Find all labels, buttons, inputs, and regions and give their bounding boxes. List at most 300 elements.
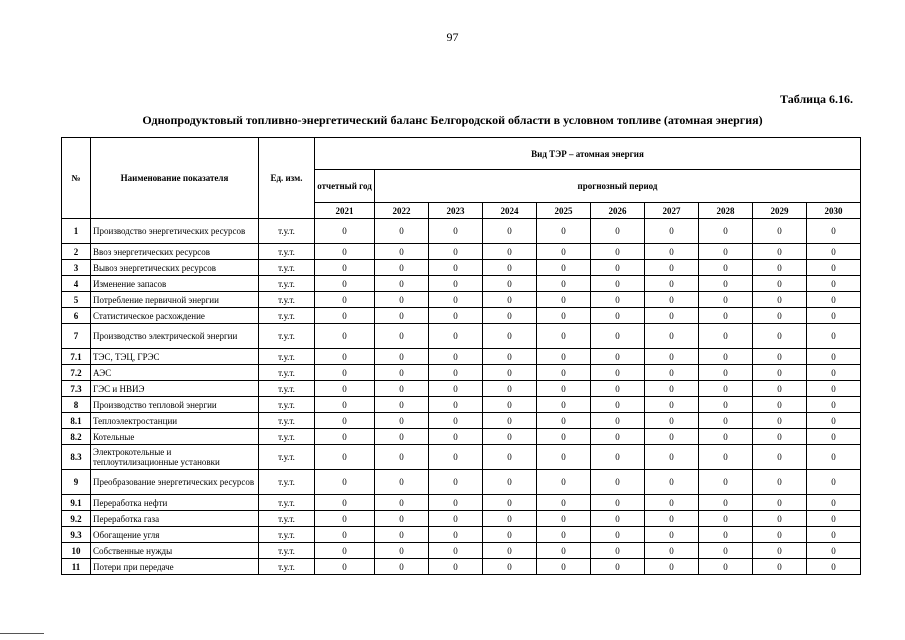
table-row: [62, 349, 861, 365]
unit-cell: т.у.т.: [259, 276, 315, 292]
value-cell: 0: [645, 527, 699, 543]
value-cell: 0: [537, 445, 591, 470]
value-cell: 0: [429, 260, 483, 276]
value-cell: 0: [753, 365, 807, 381]
value-cell: 0: [699, 292, 753, 308]
value-cell: 0: [315, 349, 375, 365]
row-number: 8: [62, 397, 91, 413]
value-cell: 0: [483, 429, 537, 445]
value-cell: 0: [591, 413, 645, 429]
value-cell: 0: [483, 495, 537, 511]
value-cell: 0: [645, 511, 699, 527]
header-year: 2027: [645, 203, 699, 219]
indicator-name: Котельные: [91, 429, 259, 445]
value-cell: 0: [315, 559, 375, 575]
value-cell: 0: [375, 349, 429, 365]
value-cell: 0: [753, 292, 807, 308]
value-cell: 0: [807, 527, 861, 543]
value-cell: 0: [375, 244, 429, 260]
value-cell: 0: [429, 308, 483, 324]
header-year: 2028: [699, 203, 753, 219]
value-cell: 0: [753, 244, 807, 260]
value-cell: 0: [315, 543, 375, 559]
value-cell: 0: [591, 244, 645, 260]
value-cell: 0: [645, 495, 699, 511]
value-cell: 0: [315, 495, 375, 511]
value-cell: 0: [315, 308, 375, 324]
table-row: [62, 527, 861, 543]
value-cell: 0: [753, 495, 807, 511]
value-cell: 0: [537, 381, 591, 397]
value-cell: 0: [483, 324, 537, 349]
unit-cell: т.у.т.: [259, 324, 315, 349]
value-cell: 0: [315, 260, 375, 276]
value-cell: 0: [315, 324, 375, 349]
value-cell: 0: [315, 429, 375, 445]
value-cell: 0: [537, 324, 591, 349]
value-cell: 0: [807, 324, 861, 349]
value-cell: 0: [429, 397, 483, 413]
value-cell: 0: [429, 381, 483, 397]
value-cell: 0: [429, 219, 483, 244]
value-cell: 0: [807, 445, 861, 470]
value-cell: 0: [645, 429, 699, 445]
footnote-divider: [0, 633, 44, 634]
row-number: 7.2: [62, 365, 91, 381]
value-cell: 0: [753, 308, 807, 324]
row-number: 7.3: [62, 381, 91, 397]
value-cell: 0: [753, 276, 807, 292]
value-cell: 0: [315, 365, 375, 381]
value-cell: 0: [699, 276, 753, 292]
unit-cell: т.у.т.: [259, 292, 315, 308]
value-cell: 0: [537, 260, 591, 276]
row-number: 9: [62, 470, 91, 495]
unit-cell: т.у.т.: [259, 559, 315, 575]
value-cell: 0: [375, 324, 429, 349]
value-cell: 0: [483, 244, 537, 260]
value-cell: 0: [483, 292, 537, 308]
value-cell: 0: [591, 397, 645, 413]
value-cell: 0: [699, 308, 753, 324]
value-cell: 0: [699, 495, 753, 511]
header-reporting-year: отчетный год: [315, 170, 375, 203]
row-number: 1: [62, 219, 91, 244]
row-number: 8.3: [62, 445, 91, 470]
indicator-name: Потребление первичной энергии: [91, 292, 259, 308]
value-cell: 0: [807, 543, 861, 559]
row-number: 6: [62, 308, 91, 324]
value-cell: 0: [375, 308, 429, 324]
value-cell: 0: [315, 511, 375, 527]
indicator-name: Вывоз энергетических ресурсов: [91, 260, 259, 276]
value-cell: 0: [645, 445, 699, 470]
indicator-name: АЭС: [91, 365, 259, 381]
indicator-name: Переработка нефти: [91, 495, 259, 511]
value-cell: 0: [699, 324, 753, 349]
header-year: 2022: [375, 203, 429, 219]
value-cell: 0: [483, 413, 537, 429]
header-number: №: [62, 138, 91, 219]
value-cell: 0: [645, 244, 699, 260]
value-cell: 0: [483, 559, 537, 575]
unit-cell: т.у.т.: [259, 543, 315, 559]
unit-cell: т.у.т.: [259, 495, 315, 511]
value-cell: 0: [429, 511, 483, 527]
header-forecast-period: прогнозный период: [375, 170, 861, 203]
value-cell: 0: [807, 511, 861, 527]
value-cell: 0: [429, 324, 483, 349]
header-unit: Ед. изм.: [259, 138, 315, 219]
value-cell: 0: [645, 413, 699, 429]
value-cell: 0: [591, 349, 645, 365]
value-cell: 0: [483, 381, 537, 397]
value-cell: 0: [591, 495, 645, 511]
value-cell: 0: [591, 276, 645, 292]
value-cell: 0: [375, 470, 429, 495]
value-cell: 0: [429, 292, 483, 308]
table-row: [62, 429, 861, 445]
value-cell: 0: [753, 413, 807, 429]
value-cell: 0: [645, 276, 699, 292]
table-row: [62, 445, 861, 470]
header-year: 2030: [807, 203, 861, 219]
value-cell: 0: [807, 349, 861, 365]
value-cell: 0: [537, 495, 591, 511]
value-cell: 0: [375, 527, 429, 543]
value-cell: 0: [807, 308, 861, 324]
value-cell: 0: [699, 219, 753, 244]
indicator-name: Производство электрической энергии: [91, 324, 259, 349]
table-row: [62, 381, 861, 397]
row-number: 7.1: [62, 349, 91, 365]
value-cell: 0: [429, 445, 483, 470]
value-cell: 0: [645, 292, 699, 308]
value-cell: 0: [645, 308, 699, 324]
value-cell: 0: [537, 559, 591, 575]
value-cell: 0: [429, 559, 483, 575]
unit-cell: т.у.т.: [259, 260, 315, 276]
value-cell: 0: [699, 413, 753, 429]
value-cell: 0: [591, 543, 645, 559]
unit-cell: т.у.т.: [259, 365, 315, 381]
value-cell: 0: [537, 365, 591, 381]
indicator-name: Преобразование энергетических ресурсов: [91, 470, 259, 495]
header-resource-type: Вид ТЭР – атомная энергия: [315, 138, 861, 170]
value-cell: 0: [375, 543, 429, 559]
value-cell: 0: [753, 381, 807, 397]
unit-cell: т.у.т.: [259, 445, 315, 470]
value-cell: 0: [645, 219, 699, 244]
value-cell: 0: [429, 276, 483, 292]
value-cell: 0: [645, 365, 699, 381]
value-cell: 0: [315, 527, 375, 543]
value-cell: 0: [807, 470, 861, 495]
value-cell: 0: [753, 397, 807, 413]
value-cell: 0: [645, 349, 699, 365]
value-cell: 0: [483, 397, 537, 413]
unit-cell: т.у.т.: [259, 429, 315, 445]
row-number: 9.1: [62, 495, 91, 511]
unit-cell: т.у.т.: [259, 308, 315, 324]
header-year: 2026: [591, 203, 645, 219]
table-row: [62, 219, 861, 244]
value-cell: 0: [315, 413, 375, 429]
value-cell: 0: [591, 365, 645, 381]
value-cell: 0: [315, 276, 375, 292]
value-cell: 0: [807, 292, 861, 308]
value-cell: 0: [753, 470, 807, 495]
indicator-name: Переработка газа: [91, 511, 259, 527]
value-cell: 0: [699, 260, 753, 276]
row-number: 8.1: [62, 413, 91, 429]
value-cell: 0: [591, 527, 645, 543]
indicator-name: Теплоэлектростанции: [91, 413, 259, 429]
unit-cell: т.у.т.: [259, 381, 315, 397]
value-cell: 0: [807, 559, 861, 575]
value-cell: 0: [537, 397, 591, 413]
value-cell: 0: [645, 324, 699, 349]
value-cell: 0: [375, 260, 429, 276]
indicator-name: Производство тепловой энергии: [91, 397, 259, 413]
header-year: 2023: [429, 203, 483, 219]
row-number: 2: [62, 244, 91, 260]
value-cell: 0: [375, 381, 429, 397]
value-cell: 0: [429, 365, 483, 381]
value-cell: 0: [315, 381, 375, 397]
value-cell: 0: [699, 445, 753, 470]
value-cell: 0: [483, 349, 537, 365]
value-cell: 0: [699, 397, 753, 413]
row-number: 9.3: [62, 527, 91, 543]
row-number: 3: [62, 260, 91, 276]
unit-cell: т.у.т.: [259, 413, 315, 429]
table-row: [62, 559, 861, 575]
table-row: [62, 397, 861, 413]
value-cell: 0: [645, 260, 699, 276]
value-cell: 0: [699, 543, 753, 559]
indicator-name: Собственные нужды: [91, 543, 259, 559]
value-cell: 0: [483, 308, 537, 324]
value-cell: 0: [537, 219, 591, 244]
value-cell: 0: [375, 292, 429, 308]
value-cell: 0: [807, 260, 861, 276]
value-cell: 0: [699, 349, 753, 365]
value-cell: 0: [375, 429, 429, 445]
row-number: 5: [62, 292, 91, 308]
row-number: 11: [62, 559, 91, 575]
unit-cell: т.у.т.: [259, 397, 315, 413]
value-cell: 0: [699, 559, 753, 575]
value-cell: 0: [591, 511, 645, 527]
indicator-name: Изменение запасов: [91, 276, 259, 292]
value-cell: 0: [645, 397, 699, 413]
value-cell: 0: [753, 559, 807, 575]
value-cell: 0: [537, 413, 591, 429]
row-number: 10: [62, 543, 91, 559]
value-cell: 0: [591, 559, 645, 575]
table-row: [62, 495, 861, 511]
row-number: 7: [62, 324, 91, 349]
value-cell: 0: [429, 527, 483, 543]
value-cell: 0: [753, 260, 807, 276]
row-number: 4: [62, 276, 91, 292]
table-row: [62, 543, 861, 559]
unit-cell: т.у.т.: [259, 244, 315, 260]
value-cell: 0: [483, 219, 537, 244]
value-cell: 0: [753, 429, 807, 445]
indicator-name: Ввоз энергетических ресурсов: [91, 244, 259, 260]
table-row: [62, 413, 861, 429]
value-cell: 0: [483, 527, 537, 543]
value-cell: 0: [807, 495, 861, 511]
value-cell: 0: [375, 495, 429, 511]
value-cell: 0: [537, 308, 591, 324]
table-row: [62, 244, 861, 260]
value-cell: 0: [753, 219, 807, 244]
value-cell: 0: [699, 429, 753, 445]
indicator-name: Потери при передаче: [91, 559, 259, 575]
page-number: 97: [446, 30, 459, 44]
value-cell: 0: [375, 219, 429, 244]
value-cell: 0: [753, 511, 807, 527]
value-cell: 0: [315, 244, 375, 260]
unit-cell: т.у.т.: [259, 511, 315, 527]
value-cell: 0: [429, 429, 483, 445]
balance-table: [61, 137, 861, 575]
unit-cell: т.у.т.: [259, 527, 315, 543]
value-cell: 0: [537, 511, 591, 527]
indicator-name: ТЭС, ТЭЦ, ГРЭС: [91, 349, 259, 365]
value-cell: 0: [699, 365, 753, 381]
value-cell: 0: [375, 559, 429, 575]
value-cell: 0: [699, 381, 753, 397]
header-indicator-name: Наименование показателя: [91, 138, 259, 219]
unit-cell: т.у.т.: [259, 349, 315, 365]
header-year: 2025: [537, 203, 591, 219]
value-cell: 0: [315, 219, 375, 244]
unit-cell: т.у.т.: [259, 470, 315, 495]
value-cell: 0: [429, 244, 483, 260]
value-cell: 0: [315, 292, 375, 308]
value-cell: 0: [483, 511, 537, 527]
table-title: Однопродуктовый топливно-энергетический баланс Белгородской области в условном топливе (атомная энергия): [142, 113, 763, 127]
value-cell: 0: [807, 381, 861, 397]
value-cell: 0: [807, 276, 861, 292]
unit-cell: т.у.т.: [259, 219, 315, 244]
value-cell: 0: [315, 470, 375, 495]
value-cell: 0: [591, 324, 645, 349]
table-row: [62, 365, 861, 381]
value-cell: 0: [645, 470, 699, 495]
value-cell: 0: [537, 349, 591, 365]
value-cell: 0: [537, 276, 591, 292]
table-body: [62, 219, 861, 575]
value-cell: 0: [483, 260, 537, 276]
value-cell: 0: [429, 470, 483, 495]
table-row: [62, 308, 861, 324]
indicator-name: ГЭС и НВИЭ: [91, 381, 259, 397]
value-cell: 0: [591, 260, 645, 276]
value-cell: 0: [591, 429, 645, 445]
value-cell: 0: [375, 413, 429, 429]
indicator-name: Электрокотельные и теплоутилизационные установки: [91, 445, 259, 470]
value-cell: 0: [375, 511, 429, 527]
value-cell: 0: [429, 543, 483, 559]
value-cell: 0: [753, 445, 807, 470]
row-number: 8.2: [62, 429, 91, 445]
value-cell: 0: [807, 397, 861, 413]
value-cell: 0: [753, 543, 807, 559]
header-year: 2024: [483, 203, 537, 219]
value-cell: 0: [483, 365, 537, 381]
value-cell: 0: [753, 349, 807, 365]
value-cell: 0: [375, 365, 429, 381]
value-cell: 0: [699, 244, 753, 260]
value-cell: 0: [483, 276, 537, 292]
value-cell: 0: [753, 527, 807, 543]
table-row: [62, 324, 861, 349]
value-cell: 0: [483, 470, 537, 495]
indicator-name: Производство энергетических ресурсов: [91, 219, 259, 244]
value-cell: 0: [699, 470, 753, 495]
value-cell: 0: [429, 349, 483, 365]
value-cell: 0: [591, 381, 645, 397]
header-year: 2029: [753, 203, 807, 219]
value-cell: 0: [645, 559, 699, 575]
value-cell: 0: [591, 219, 645, 244]
value-cell: 0: [537, 244, 591, 260]
value-cell: 0: [537, 292, 591, 308]
value-cell: 0: [375, 276, 429, 292]
row-number: 9.2: [62, 511, 91, 527]
value-cell: 0: [537, 470, 591, 495]
value-cell: 0: [645, 543, 699, 559]
table-row: [62, 260, 861, 276]
indicator-name: Обогащение угля: [91, 527, 259, 543]
table-label: Таблица 6.16.: [780, 92, 853, 106]
value-cell: 0: [315, 397, 375, 413]
value-cell: 0: [753, 324, 807, 349]
table-row: [62, 470, 861, 495]
value-cell: 0: [537, 527, 591, 543]
value-cell: 0: [429, 413, 483, 429]
value-cell: 0: [699, 527, 753, 543]
value-cell: 0: [483, 445, 537, 470]
indicator-name: Статистическое расхождение: [91, 308, 259, 324]
value-cell: 0: [591, 445, 645, 470]
value-cell: 0: [483, 543, 537, 559]
value-cell: 0: [807, 365, 861, 381]
value-cell: 0: [591, 308, 645, 324]
header-year: 2021: [315, 203, 375, 219]
value-cell: 0: [699, 511, 753, 527]
value-cell: 0: [807, 219, 861, 244]
value-cell: 0: [591, 292, 645, 308]
value-cell: 0: [807, 244, 861, 260]
value-cell: 0: [375, 445, 429, 470]
value-cell: 0: [537, 543, 591, 559]
value-cell: 0: [537, 429, 591, 445]
table-row: [62, 511, 861, 527]
value-cell: 0: [807, 413, 861, 429]
table-row: [62, 276, 861, 292]
value-cell: 0: [807, 429, 861, 445]
value-cell: 0: [315, 445, 375, 470]
value-cell: 0: [645, 381, 699, 397]
value-cell: 0: [375, 397, 429, 413]
table-row: [62, 292, 861, 308]
